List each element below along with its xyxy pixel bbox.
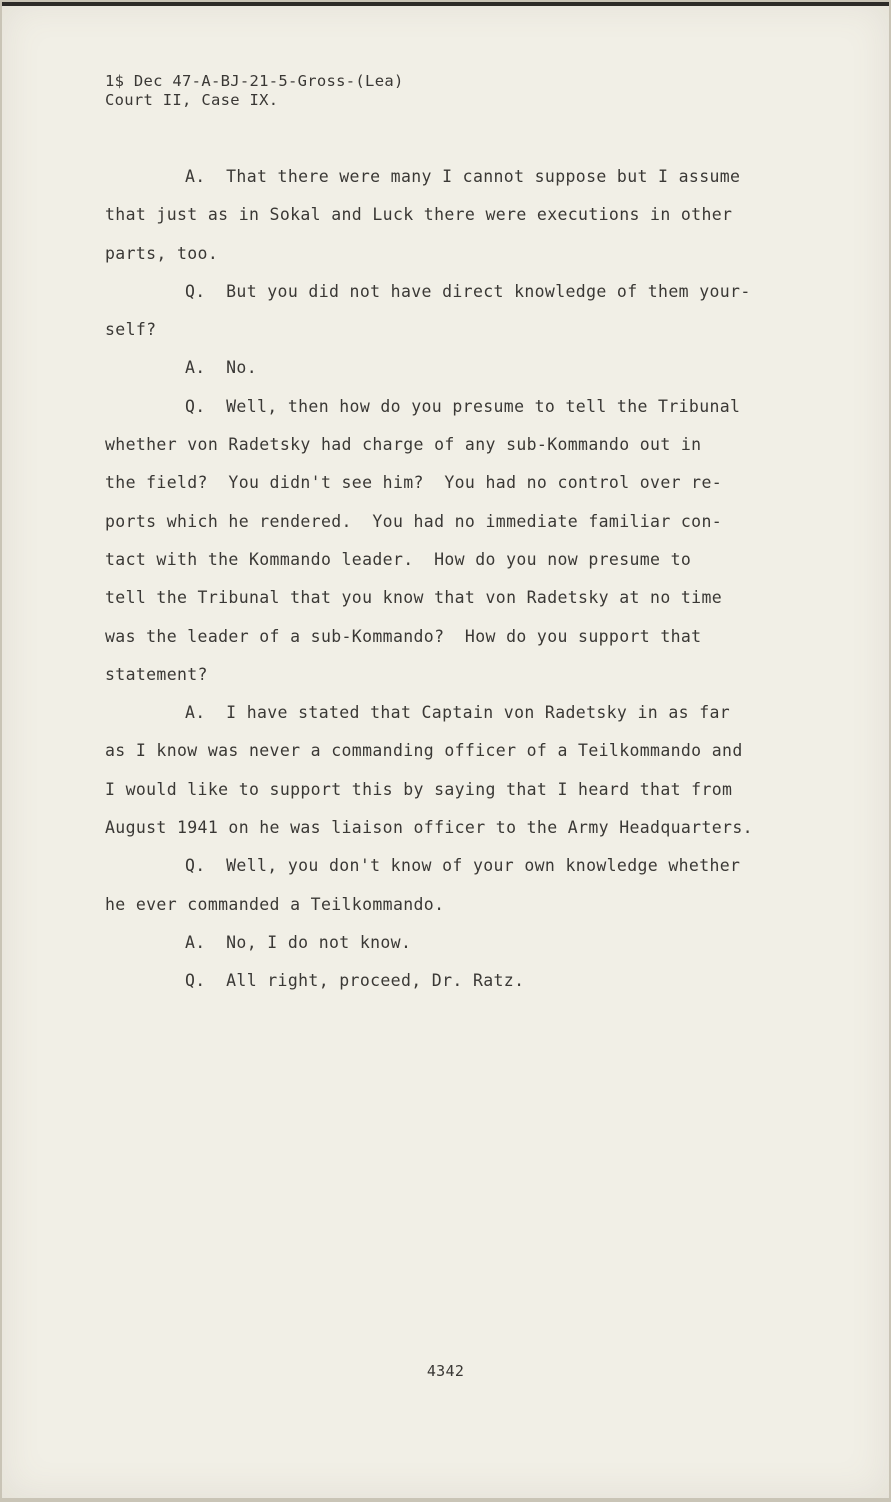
document-header [105, 72, 404, 110]
transcript-line: A. No. [185, 358, 257, 378]
transcript-line: tact with the Kommando leader. How do you now presume to [105, 549, 692, 569]
transcript-line: was the leader of a sub-Kommando? How do you support that [105, 626, 702, 646]
transcript-line: tell the Tribunal that you know that von Radetsky at no time [105, 588, 723, 608]
header-date-code: 1$ Dec 47-A-BJ-21-5-Gross-(Lea) [105, 72, 404, 90]
page-number: 4342 [426, 1362, 465, 1380]
document-page [2, 2, 889, 1498]
transcript-line: Q. All right, proceed, Dr. Ratz. [185, 971, 525, 991]
transcript-line: ports which he rendered. You had no immediate familiar con- [105, 511, 723, 531]
transcript-line: Q. Well, then how do you presume to tell the Tribunal [185, 396, 741, 416]
transcript-body [105, 158, 825, 1001]
transcript-line: that just as in Sokal and Luck there were executions in other [105, 205, 733, 225]
transcript-line: as I know was never a commanding officer of a Teilkommando and [105, 741, 743, 761]
transcript-line: the field? You didn't see him? You had no control over re- [105, 473, 723, 493]
transcript-line: Q. Well, you don't know of your own knowledge whether [185, 856, 741, 876]
transcript-line: A. That there were many I cannot suppose but I assume [185, 167, 741, 186]
transcript-line: I would like to support this by saying that I heard that from [105, 779, 733, 799]
transcript-line: A. No, I do not know. [185, 932, 412, 952]
transcript-line: whether von Radetsky had charge of any sub-Kommando out in [105, 435, 702, 455]
transcript-line: August 1941 on he was liaison officer to the Army Headquarters. [105, 818, 753, 838]
transcript-line: parts, too. [105, 243, 219, 263]
header-court-case: Court II, Case IX. [105, 91, 279, 109]
transcript-line: he ever commanded a Teilkommando. [105, 894, 445, 914]
transcript-line: Q. But you did not have direct knowledge of them your- [185, 281, 751, 301]
transcript-line: self? [105, 320, 157, 340]
transcript-line: statement? [105, 664, 208, 684]
transcript-line: A. I have stated that Captain von Radetsky in as far [185, 703, 731, 723]
scan-top-edge [2, 2, 889, 6]
